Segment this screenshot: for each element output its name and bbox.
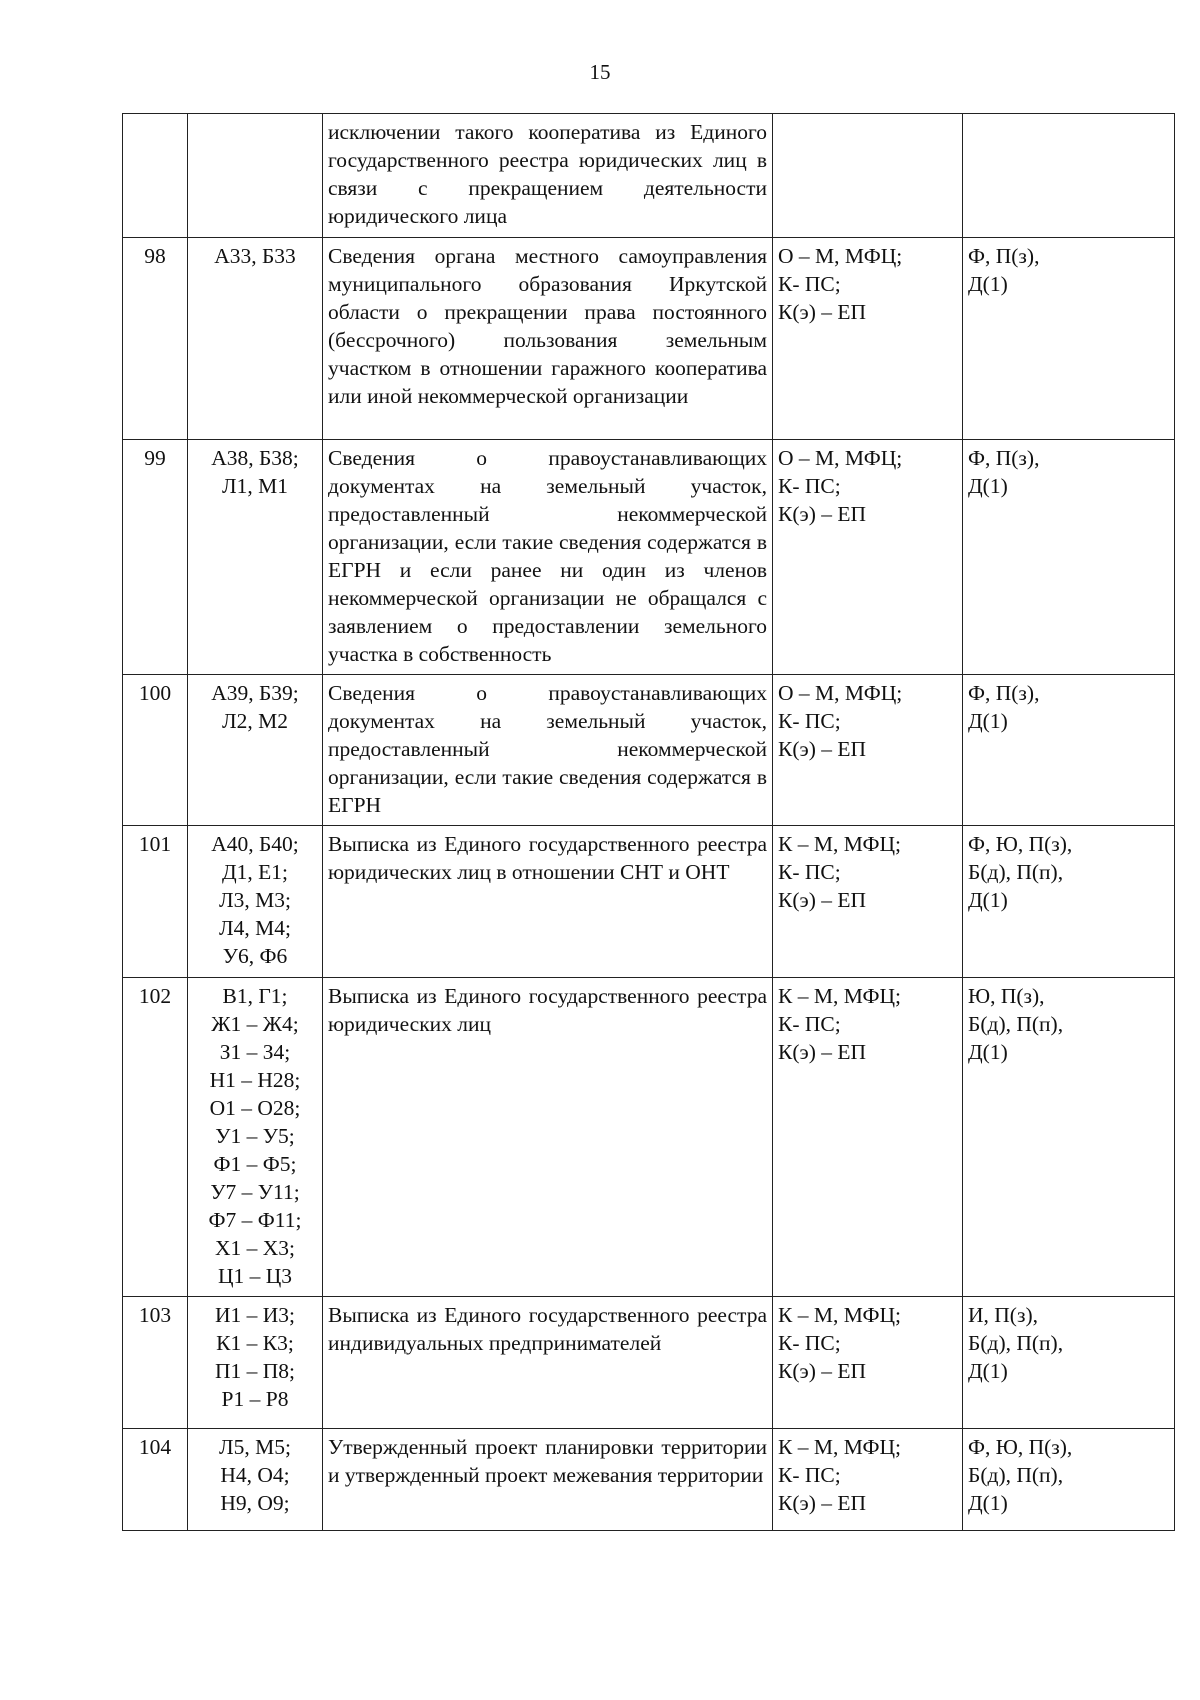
row-description: Сведения органа местного самоуправления муниципального образования Иркутской области о прекращении права постоянного (бессрочного) пользования земельным участком в отношении гаражного кооператива или иной некоммерческой организации	[323, 238, 773, 440]
page-number: 15	[589, 60, 611, 84]
row-description: Утвержденный проект планировки территории и утвержденный проект межевания территории	[323, 1429, 773, 1531]
table-row	[123, 114, 1175, 238]
row-description: Сведения о правоустанавливающих документах на земельный участок, предоставленный некоммерческой организации, если такие сведения содержатся в ЕГРН и если ранее ни один из членов некоммерческой организации не обращался с заявлением о предоставлении земельного участка в собственность	[323, 440, 773, 675]
row-description: Выписка из Единого государственного реестра юридических лиц	[323, 978, 773, 1297]
row-description: Сведения о правоустанавливающих документах на земельный участок, предоставленный некоммерческой организации, если такие сведения содержатся в ЕГРН	[323, 675, 773, 826]
row-category: И, П(з), Б(д), П(п), Д(1)	[963, 1297, 1175, 1429]
row-description: исключении такого кооператива из Единого государственного реестра юридических лиц в связи с прекращением деятельности юридического лица	[323, 114, 773, 238]
row-category	[963, 114, 1175, 238]
row-number: 101	[123, 826, 188, 978]
table-row	[123, 675, 1175, 826]
row-codes: Л5, М5; Н4, О4; Н9, О9;	[188, 1429, 323, 1531]
table-row	[123, 826, 1175, 978]
table-row	[123, 440, 1175, 675]
documents-table	[122, 113, 1175, 1531]
table-row	[123, 238, 1175, 440]
row-category: Ф, П(з), Д(1)	[963, 238, 1175, 440]
row-source: К – М, МФЦ; К- ПС; К(э) – ЕП	[773, 1429, 963, 1531]
row-codes: И1 – И3; К1 – К3; П1 – П8; Р1 – Р8	[188, 1297, 323, 1429]
row-number	[123, 114, 188, 238]
row-category: Ф, П(з), Д(1)	[963, 440, 1175, 675]
row-source: К – М, МФЦ; К- ПС; К(э) – ЕП	[773, 826, 963, 978]
table-row	[123, 1297, 1175, 1429]
row-category: Ф, П(з), Д(1)	[963, 675, 1175, 826]
row-source	[773, 114, 963, 238]
row-description: Выписка из Единого государственного реестра юридических лиц в отношении СНТ и ОНТ	[323, 826, 773, 978]
table-row	[123, 978, 1175, 1297]
row-description: Выписка из Единого государственного реестра индивидуальных предпринимателей	[323, 1297, 773, 1429]
row-codes: А38, Б38; Л1, М1	[188, 440, 323, 675]
row-source: О – М, МФЦ; К- ПС; К(э) – ЕП	[773, 440, 963, 675]
row-number: 104	[123, 1429, 188, 1531]
row-source: О – М, МФЦ; К- ПС; К(э) – ЕП	[773, 675, 963, 826]
row-codes: А40, Б40; Д1, Е1; Л3, М3; Л4, М4; У6, Ф6	[188, 826, 323, 978]
row-number: 103	[123, 1297, 188, 1429]
row-codes: А39, Б39; Л2, М2	[188, 675, 323, 826]
row-category: Ф, Ю, П(з), Б(д), П(п), Д(1)	[963, 826, 1175, 978]
row-codes	[188, 114, 323, 238]
row-number: 102	[123, 978, 188, 1297]
row-number: 99	[123, 440, 188, 675]
row-category: Ф, Ю, П(з), Б(д), П(п), Д(1)	[963, 1429, 1175, 1531]
row-source: О – М, МФЦ; К- ПС; К(э) – ЕП	[773, 238, 963, 440]
row-category: Ю, П(з), Б(д), П(п), Д(1)	[963, 978, 1175, 1297]
row-source: К – М, МФЦ; К- ПС; К(э) – ЕП	[773, 978, 963, 1297]
row-source: К – М, МФЦ; К- ПС; К(э) – ЕП	[773, 1297, 963, 1429]
row-number: 100	[123, 675, 188, 826]
table-row	[123, 1429, 1175, 1531]
row-codes: А33, Б33	[188, 238, 323, 440]
row-number: 98	[123, 238, 188, 440]
row-codes: В1, Г1; Ж1 – Ж4; З1 – З4; Н1 – Н28; О1 – О28; У1 – У5; Ф1 – Ф5; У7 – У11; Ф7 – Ф11; Х1 – Х3; Ц1 – Ц3	[188, 978, 323, 1297]
